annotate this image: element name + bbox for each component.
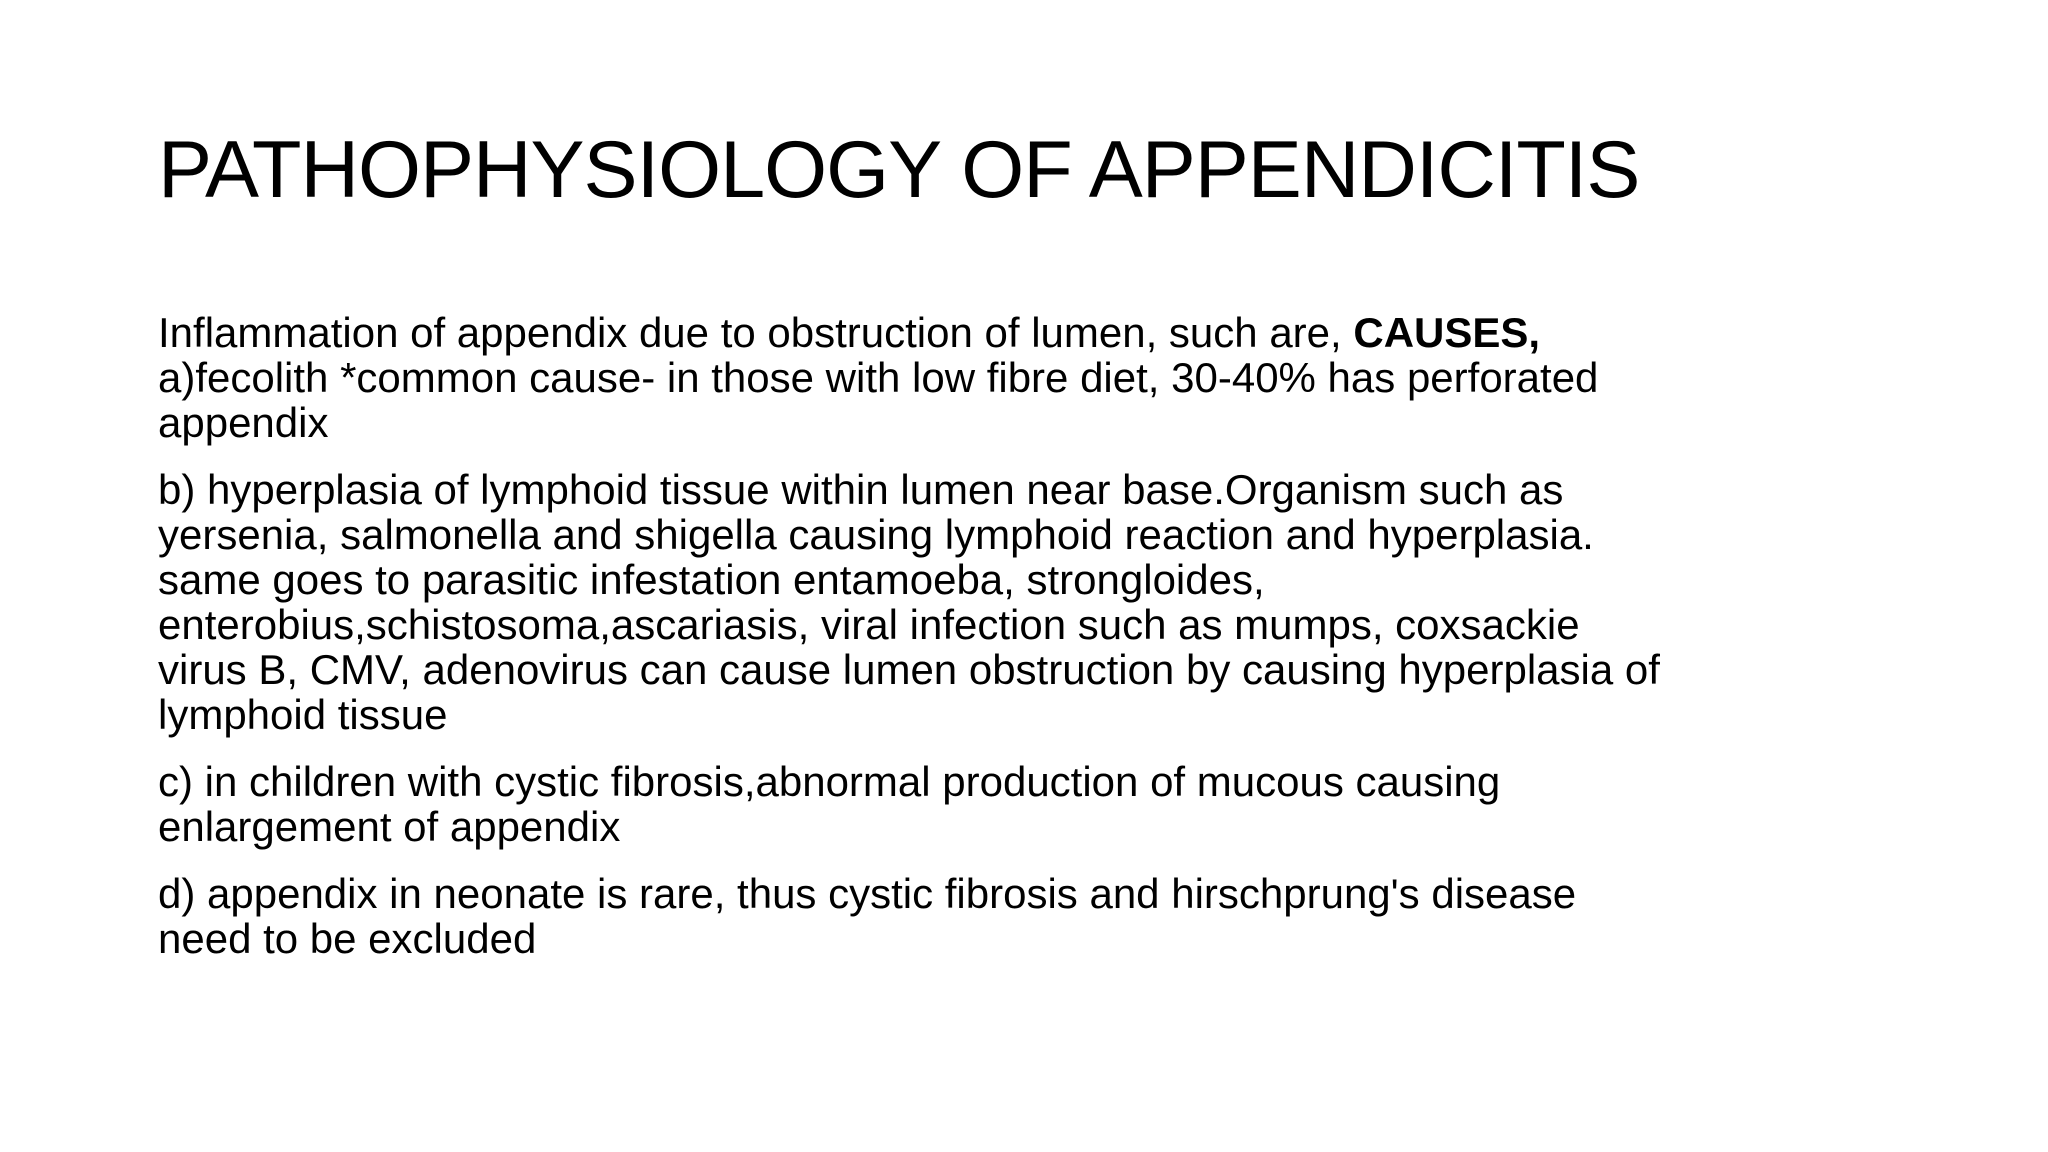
paragraph-line: same goes to parasitic infestation entamoeba, strongloides, bbox=[158, 556, 1265, 603]
paragraph-b bbox=[158, 467, 1918, 737]
paragraph-line: enlargement of appendix bbox=[158, 803, 621, 850]
paragraph-line: appendix bbox=[158, 399, 329, 446]
causes-emphasis: CAUSES, bbox=[1353, 309, 1541, 356]
paragraph-line: b) hyperplasia of lymphoid tissue within lumen near base.Organism such as bbox=[158, 466, 1564, 513]
paragraph-line: c) in children with cystic fibrosis,abnormal production of mucous causing bbox=[158, 758, 1501, 805]
paragraph-line: lymphoid tissue bbox=[158, 691, 448, 738]
paragraph-line: enterobius,schistosoma,ascariasis, viral infection such as mumps, coxsackie bbox=[158, 601, 1580, 648]
paragraph-d bbox=[158, 871, 1918, 961]
paragraph-a bbox=[158, 310, 1918, 445]
paragraph-line: a)fecolith *common cause- in those with low fibre diet, 30-40% has perforated bbox=[158, 354, 1599, 401]
slide-body bbox=[158, 310, 1918, 983]
paragraph-c bbox=[158, 759, 1918, 849]
paragraph-line: yersenia, salmonella and shigella causing lymphoid reaction and hyperplasia. bbox=[158, 511, 1594, 558]
intro-lead-text: Inflammation of appendix due to obstruction of lumen, such are, bbox=[158, 309, 1354, 356]
paragraph-line: d) appendix in neonate is rare, thus cystic fibrosis and hirschprung's disease bbox=[158, 870, 1577, 917]
paragraph-line: need to be excluded bbox=[158, 915, 537, 962]
intro-line bbox=[158, 310, 1918, 355]
slide-title: PATHOPHYSIOLOGY OF APPENDICITIS bbox=[158, 125, 1640, 215]
paragraph-line: virus B, CMV, adenovirus can cause lumen obstruction by causing hyperplasia of bbox=[158, 646, 1660, 693]
